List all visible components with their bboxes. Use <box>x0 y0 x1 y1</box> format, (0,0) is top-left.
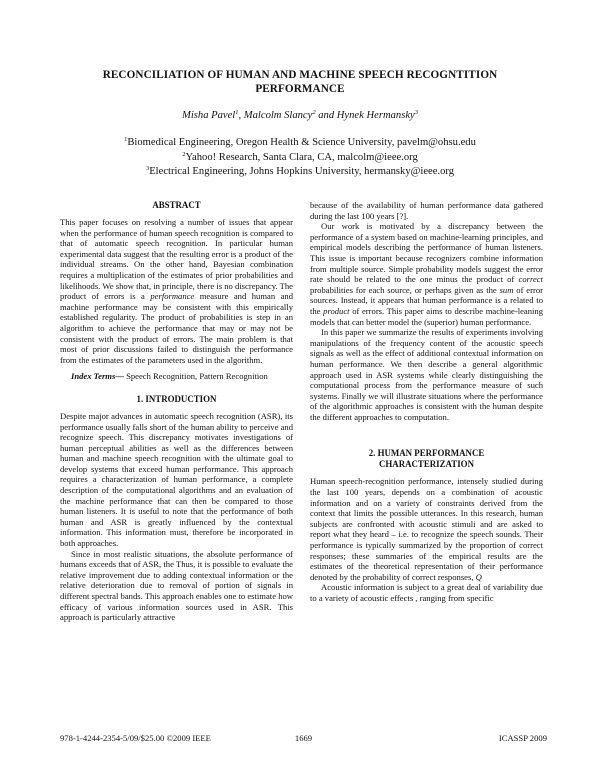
paper-title: RECONCILIATION OF HUMAN AND MACHINE SPEECH RECOGNTITION PERFORMANCE <box>102 69 498 95</box>
abstract-heading: ABSTRACT <box>152 200 201 210</box>
section-2-paragraph: Acoustic information is subject to a great deal of variability due to a variety of acoustic effects , ranging from specific <box>310 582 543 603</box>
author-name: Malcolm Slancy <box>243 110 313 121</box>
footer-page-number: 1669 <box>294 733 313 743</box>
author-line: Misha Pavel$^1$, Malcolm Slancy$^2$ and Hynek Hermansky$^3$ <box>182 109 418 121</box>
intro-paragraph: Our work is motivated by a discrepancy between the performance of a system based on machine-learning principles, and empirical models describing the performance of human listeners. This issue is important because recognizers combine information from multiple source. Simple probability models suggest the error rate should be related to the one minus the product of correct probabilities for each source, or perhaps given as the sum of error sources. Instead, it appears that human performance is a related to the product of errors. This paper aims to describe machine-leaning models that can better model the (superior) human performance. <box>310 221 543 327</box>
author-superscript: 3 <box>414 109 418 116</box>
intro-paragraph: Since in most realistic situations, the absolute performance of humans exceeds that of ASR, the Thus, it is possible to evaluate the relative improvement due to adding contextual information or the relative deterioration due to removal of portion of signals in different spectral bands. This approach enables one to estimate how efficacy of various information sources used in ASR. This approach is particularly attractive <box>60 548 293 623</box>
right-column <box>310 200 543 604</box>
left-column <box>60 200 293 623</box>
section-2-heading: 2. HUMAN PERFORMANCE CHARACTERIZATION <box>368 448 485 470</box>
index-terms: Index Terms— Speech Recognition, Pattern Recognition <box>71 371 268 382</box>
intro-paragraph: because of the availability of human performance data gathered during the last 100 years [?]. <box>310 200 543 221</box>
intro-paragraph: Despite major advances in automatic speech recognition (ASR), its performance usually falls short of the human ability to perceive and recognize speech. This discrepancy motivates investigations of human perceptual abilities as well as the differences between human and machine speech recognition with the ultimate goal to develop systems that exceed human performance. This approach requires a characterization of human performance, a complete description of the computational algorithms and an evaluation of the machine performance that can then be compared to those human listeners. It is useful to note that the performance of both human and ASR is greatly influenced by the contextual information. This information must, therefore be incorporated in both approaches. <box>60 410 293 549</box>
footer-conference: ICASSP 2009 <box>498 733 547 743</box>
section-1-heading: 1. INTRODUCTION <box>136 393 217 404</box>
affiliation-line: $^2$Yahoo! Research, Santa Clara, CA, malcolm@ieee.org <box>182 150 418 163</box>
affiliation-line: $^1$Biomedical Engineering, Oregon Health & Science University, pavelm@ohsu.edu <box>124 136 476 148</box>
author-superscript: 2 <box>312 109 316 116</box>
intro-paragraph: In this paper we summarize the results of experiments involving manipulations of the frequency content of the acoustic speech signals as well as the effect of additional contextual information on human performance. We then describe a general algorithmic approach used in ASR systems while clearly distinguishing the computational process from the performance measure of such systems. Finally we will illustrate situations where the performance of the algorithmic approaches is consistent with the human despite the different approaches to computation. <box>310 327 543 422</box>
author-superscript: 1 <box>235 109 239 116</box>
affiliations <box>60 136 540 180</box>
section-2-paragraph: Human speech-recognition performance, intensely studied during the last 100 years, depends on a combination of acoustic information and on a variety of constraints derived from the context that limits the possible utterances. In this research, human subjects are confronted with acoustic stimuli and are asked to report what they heard – i.e. to recognize the speech sounds. Their performance is typically summarized by the proportion of correct responses; these summaries of the empirical results are the estimates of the theoretical representation of their performance denoted by the probability of correct responses, Q <box>310 476 543 582</box>
page-footer <box>60 733 547 745</box>
author-name: Misha Pavel <box>182 110 236 121</box>
abstract-body: This paper focuses on resolving a number of issues that appear when the performance of human speech recognition is compared to that of automatic speech recognition. In particular human experimental data suggest that the resulting error is a product of the individual streams. On the other hand, Bayesian combination requires a multiplication of the estimates of prior probabilities and likelihoods. We show that, in principle, there is no discrepancy. The product of errors is a performance measure and human and machine performance may be consistent with this empirically established regularity. The product of probabilities is step in an algorithm to achieve the performance that may or may not be consistent with the product of errors. The main problem is that most of prior discussions failed to distinguish the performance from the estimates of the parameters used in the algorithm. <box>60 217 293 365</box>
author-name: Hynek Hermansky <box>336 110 415 121</box>
affiliation-line: $^3$Electrical Engineering, Johns Hopkins University, hermansky@ieee.org <box>145 165 455 177</box>
footer-copyright: 978-1-4244-2354-5/09/$25.00 ©2009 IEEE <box>60 733 211 743</box>
index-terms-label: Index Terms— <box>71 371 124 382</box>
